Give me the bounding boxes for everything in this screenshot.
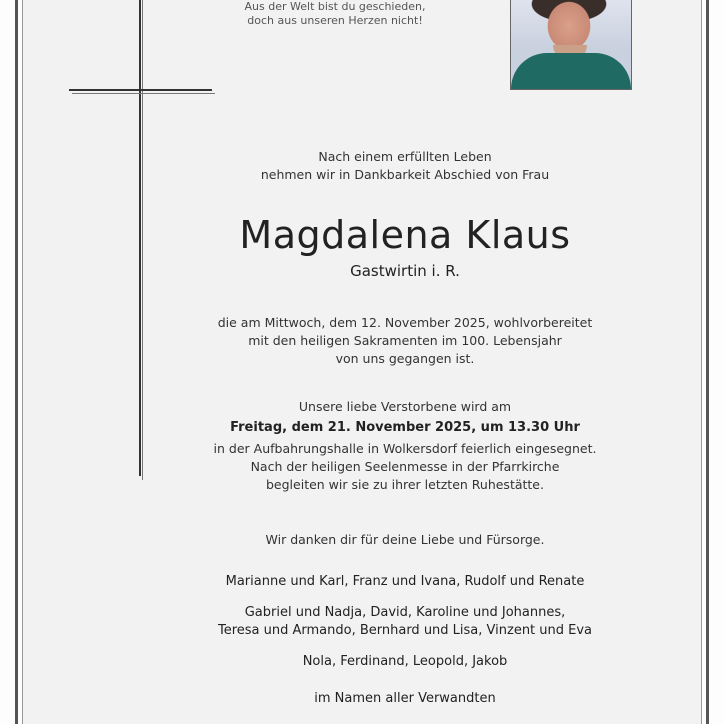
grandchildren-line-2: Teresa und Armando, Bernhard und Lisa, Vinzent und Eva	[217, 623, 593, 638]
left-border-thick	[15, 0, 18, 724]
death-notice	[160, 314, 650, 368]
right-border-thick	[706, 0, 709, 724]
death-line-3: von uns gegangen ist.	[335, 351, 475, 366]
family-closing: im Namen aller Verwandten	[314, 691, 496, 706]
intro-line-2: nehmen wir in Dankbarkeit Abschied von Frau	[260, 167, 550, 182]
motto	[220, 0, 450, 28]
funeral-line-4: begleiten wir sie zu ihrer letzten Ruhestätte.	[266, 477, 544, 492]
family-grandchildren	[160, 604, 650, 640]
intro-line-1: Nach einem erfüllten Leben	[318, 149, 492, 164]
funeral-notice	[160, 398, 650, 494]
cross-vertical-bar	[139, 0, 141, 476]
cross-vertical-shadow	[142, 0, 143, 480]
cross-horizontal-bar	[69, 89, 212, 91]
deceased-title: Gastwirtin i. R.	[350, 262, 460, 280]
cross-horizontal-shadow	[72, 93, 215, 94]
funeral-line-2: in der Aufbahrungshalle in Wolkersdorf feierlich eingesegnet.	[213, 441, 597, 456]
death-line-1: die am Mittwoch, dem 12. November 2025, wohlvorbereitet	[217, 315, 593, 330]
family-great-grandchildren: Nola, Ferdinand, Leopold, Jakob	[302, 654, 508, 669]
funeral-line-1: Unsere liebe Verstorbene wird am	[298, 399, 512, 414]
motto-line-2: doch aus unseren Herzen nicht!	[247, 14, 423, 27]
right-border-thin	[701, 0, 702, 724]
motto-line-1: Aus der Welt bist du geschieden,	[244, 0, 426, 13]
deceased-name: Magdalena Klaus	[239, 213, 571, 257]
thanks-text: Wir danken dir für deine Liebe und Fürsorge.	[265, 532, 545, 547]
funeral-line-3: Nach der heiligen Seelenmesse in der Pfarrkirche	[250, 459, 560, 474]
portrait-photo	[510, 0, 632, 90]
intro-text	[160, 148, 650, 184]
grandchildren-line-1: Gabriel und Nadja, David, Karoline und Johannes,	[244, 605, 566, 620]
left-border-thin	[22, 0, 23, 724]
family-children: Marianne und Karl, Franz und Ivana, Rudolf und Renate	[225, 574, 585, 589]
photo-body	[511, 53, 631, 89]
funeral-date-time: Freitag, dem 21. November 2025, um 13.30 Uhr	[230, 420, 580, 435]
death-line-2: mit den heiligen Sakramenten im 100. Lebensjahr	[248, 333, 562, 348]
